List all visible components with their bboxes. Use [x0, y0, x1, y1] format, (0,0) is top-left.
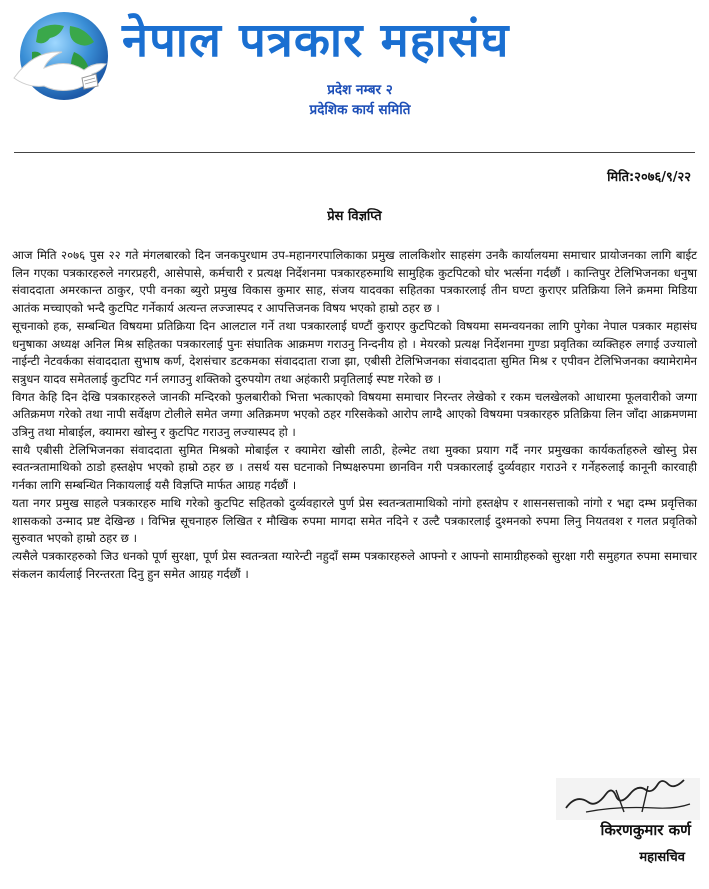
committee-label: प्रदेशिक कार्य समिति [309, 102, 411, 118]
document-date: मिति:२०७६/९/२२ [607, 170, 691, 185]
paragraph-4: साथै एबीसी टेलिभिजनका संवाददाता सुमित मिश्रको मोबाईल र क्यामेरा खोसी लाठी, हेल्मेट तथा मुक्का प्रयाग गर्दै नगर प्रमुखका कार्यकर्ताहरुले खोस्नु प्रेस स्वतन्त्रतामाथिको ठाडो हस्तक्षेप भएको हाम्रो ठहर छ । तसर्थ यस घटनाको निष्पक्षरुपमा छानविन गरी पत्रकारलाई दुर्व्यवहार गराउने र गर्नेहरुलाई कानूनी कारवाही गर्नका लागि सम्बन्धित निकायलाई यसै विज्ञप्ति मार्फत आग्रह गर्दछौं । [12, 442, 697, 493]
paragraph-5: यता नगर प्रमुख साहले पत्रकारहरु माथि गरेको कुटपिट सहितको दुर्व्यवहारले पुर्ण प्रेस स्वतन्त्रतामाथिको नांगो हस्तक्षेप र शासनसत्ताको नांगो र भद्दा दम्भ प्रवृत्तिका शासकको उन्माद प्रष्ट देखिन्छ । विभिन्न सूचनाहरु लिखित र मौखिक रुपमा मागदा समेत नदिने र उल्टै पत्रकारलाई दुश्मनको रुपमा लिनु नियतवश र गलत प्रवृतिको सुरुवात भएको हाम्रो ठहर छ । [12, 495, 697, 546]
press-release-body [12, 247, 697, 583]
paragraph-3: विगत केहि दिन देखि पत्रकारहरुले जानकी मन्दिरको फुलबारीको भित्ता भत्काएको विषयमा समाचार निरन्तर लेखेको र रकम चलखेलको आधारमा फूलवारीको जग्गा अतिक्रमण गरेको तथा नापी सर्वेक्षण टोलीले समेत जग्गा अतिक्रमण भएको ठहर गरिसकेको आरोप लाग्दै आएको विषयमा पत्रकारहरु प्रतिक्रिया लिन जाँदा आक्रमणमा उत्रिनु तथा मोबाईल, क्यामरा खोस्नु र कुटपिट गराउनु लज्यास्पद हो । [12, 389, 697, 440]
signatory-name: किरणकुमार कर्ण [600, 821, 691, 839]
paragraph-2: सूचनाको हक, सम्बन्धित विषयमा प्रतिक्रिया दिन आलटाल गर्ने तथा पत्रकारलाई घण्टौं कुराएर कुटपिटको विषयमा समन्वयनका लागि पुगेका नेपाल पत्रकार महासंघ धनुषाका अध्यक्ष अनिल मिश्र सहितका पत्रकारलाई पुनः संघातिक आक्रमण गराउनु निन्दनीय हो । मेयरको प्रत्यक्ष निर्देशनमा गुण्डा प्रवृतिका व्यक्तिहरु लगाई उज्यालो नाईन्टी नेटवर्कका संवाददाता सुभाष कर्ण, देशसंचार डटकमका संवाददाता राजा झा, एबीसी टेलिभिजनका संवाददाता सुमित मिश्र र एपीवन टेलिभिजनका क्यामेरामेन सत्रुधन यादव समेतलाई कुटपिट गर्न लगाउनु शक्तिको दुरुपयोग तथा अहंकारी प्रवृतिलाई स्पष्ट गरेको छ । [12, 318, 697, 386]
header-divider [14, 152, 695, 153]
paragraph-6: त्यसैले पत्रकारहरुको जिउ धनको पूर्ण सुरक्षा, पूर्ण प्रेस स्वतन्त्रता ग्यारेन्टी नहुदाँ सम्म पत्रकारहरुले आफ्नो र आफ्नो सामाग्रीहरुको सुरक्षा गरी समुहगत रुपमा समाचार संकलन कार्यलाई निरन्तरता दिनु हुन समेत आग्रह गर्दछौं । [12, 548, 697, 581]
paragraph-1: आज मिति २०७६ पुस २२ गते मंगलबारको दिन जनकपुरधाम उप-महानगरपालिकाका प्रमुख लालकिशोर साहसंग उनकै कार्यालयमा समाचार प्रायोजनका लागि बाईट लिन गएका पत्रकारहरुले नगरप्रहरी, आसेपासे, कर्मचारी र प्रत्यक्ष निर्देशनमा पत्रकारहरुमाथि सामुहिक कुटपिटको घोर भर्त्सना गर्दछौं । कान्तिपुर टेलिभिजनका धनुषा संवाददाता अमरकान्त ठाकुर, एपी वनका ब्युरो प्रमुख विकास कुमार साह, संजय यादवका सहितका पत्रकारलाई तीन घण्टा कुराएर प्रतिक्रिया लिने क्रममा मिडिया आतंक मच्चाएको भन्दै कुटपिट गर्नेकार्य अत्यन्त लज्जास्पद र आपत्तिजनक विषय भएको हाम्रो ठहर छ । [12, 248, 697, 316]
globe-dove-logo-icon [8, 8, 116, 112]
signatory-role: महासचिव [639, 850, 685, 865]
document-title: प्रेस विज्ञप्ति [327, 209, 382, 224]
organization-name: नेपाल पत्रकार महासंघ [122, 13, 510, 68]
province-label: प्रदेश नम्बर २ [327, 82, 393, 98]
handwritten-signature-icon [556, 778, 700, 820]
